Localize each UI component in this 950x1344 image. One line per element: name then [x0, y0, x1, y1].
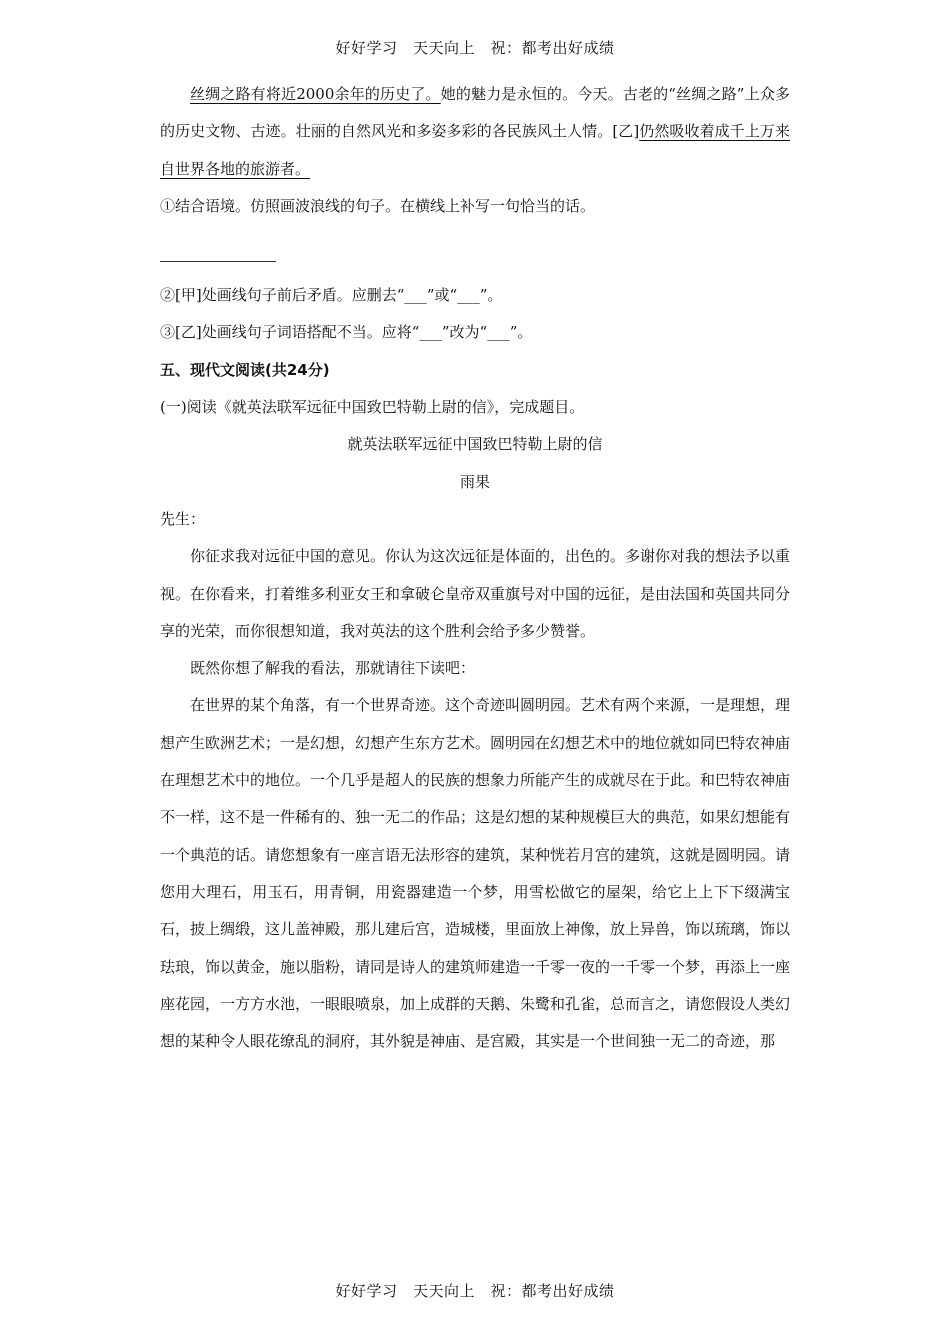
letter-title: 就英法联军远征中国致巴特勒上尉的信 [347, 435, 603, 454]
letter-salutation: 先生： [160, 509, 206, 528]
page-header: 好好学习 天天向上 祝：都考出好成绩 [335, 39, 615, 57]
passage-paragraph [160, 76, 790, 188]
section-heading: 五、现代文阅读(共24分) [160, 360, 330, 379]
letter-paragraph: 既然你想了解我的看法，那就请往下读吧： [190, 659, 476, 678]
document-body [160, 76, 790, 1060]
section-intro: (一)阅读《就英法联军远征中国致巴特勒上尉的信》，完成题目。 [160, 398, 585, 417]
answer-blank-line [160, 261, 276, 262]
underlined-sentence-yi: 仍然吸收着成千上万来自世界各地的旅游者。 [160, 122, 790, 178]
page-footer: 好好学习 天天向上 祝：都考出好成绩 [335, 1282, 615, 1300]
letter-paragraph: 在世界的某个角落，有一个世界奇迹。这个奇迹叫圆明园。艺术有两个来源，一是理想，理想产生欧洲艺术；一是幻想，幻想产生东方艺术。圆明园在幻想艺术中的地位就如同巴特农神庙在理想艺术中的地位。一个几乎是超人的民族的想象力所能产生的成就尽在于此。和巴特农神庙不一样，这不是一件稀有的、独一无二的作品；这是幻想的某种规模巨大的典范，如果幻想能有一个典范的话。请您想象有一座言语无法形容的建筑，某种恍若月宫的建筑，这就是圆明园。请您用大理石，用玉石，用青铜，用瓷器建造一个梦，用雪松做它的屋架，给它上上下下缀满宝石，披上绸缎，这儿盖神殿，那儿建后宫，造城楼，里面放上神像，放上异兽，饰以琉璃，饰以珐琅，饰以黄金，施以脂粉，请同是诗人的建筑师建造一千零一夜的一千零一个梦，再添上一座座花园，一方方水池，一眼眼喷泉，加上成群的天鹅、朱鹭和孔雀，总而言之，请您假设人类幻想的某种令人眼花缭乱的洞府，其外貌是神庙、是宫殿，其实是一个世间独一无二的奇迹，那 [160, 696, 791, 1051]
letter-paragraph: 你征求我对远征中国的意见。你认为这次远征是体面的，出色的。多谢你对我的想法予以重视。在你看来，打着维多利亚女王和拿破仑皇帝双重旗号对中国的远征，是由法国和英国共同分享的光荣，而你很想知道，我对英法的这个胜利会给予多少赞誉。 [160, 547, 791, 640]
question-2: ②[甲]处画线句子前后矛盾。应删去“___”或“___”。 [160, 286, 503, 305]
underlined-sentence-jia: 丝绸之路有将近2000余年的历史了。 [190, 85, 441, 103]
passage-text: 她的魅力是永恒的。今天。古老的“丝绸之路”上众多的历史文物、古迹。壮丽的自然风光和多姿多彩的各民族风土人情。[乙] [160, 85, 790, 141]
question-1: ①结合语境。仿照画波浪线的句子。在横线上补写一句恰当的话。 [160, 196, 596, 215]
question-3: ③[乙]处画线句子词语搭配不当。应将“___”改为“___”。 [160, 323, 533, 342]
letter-author: 雨果 [459, 472, 490, 491]
